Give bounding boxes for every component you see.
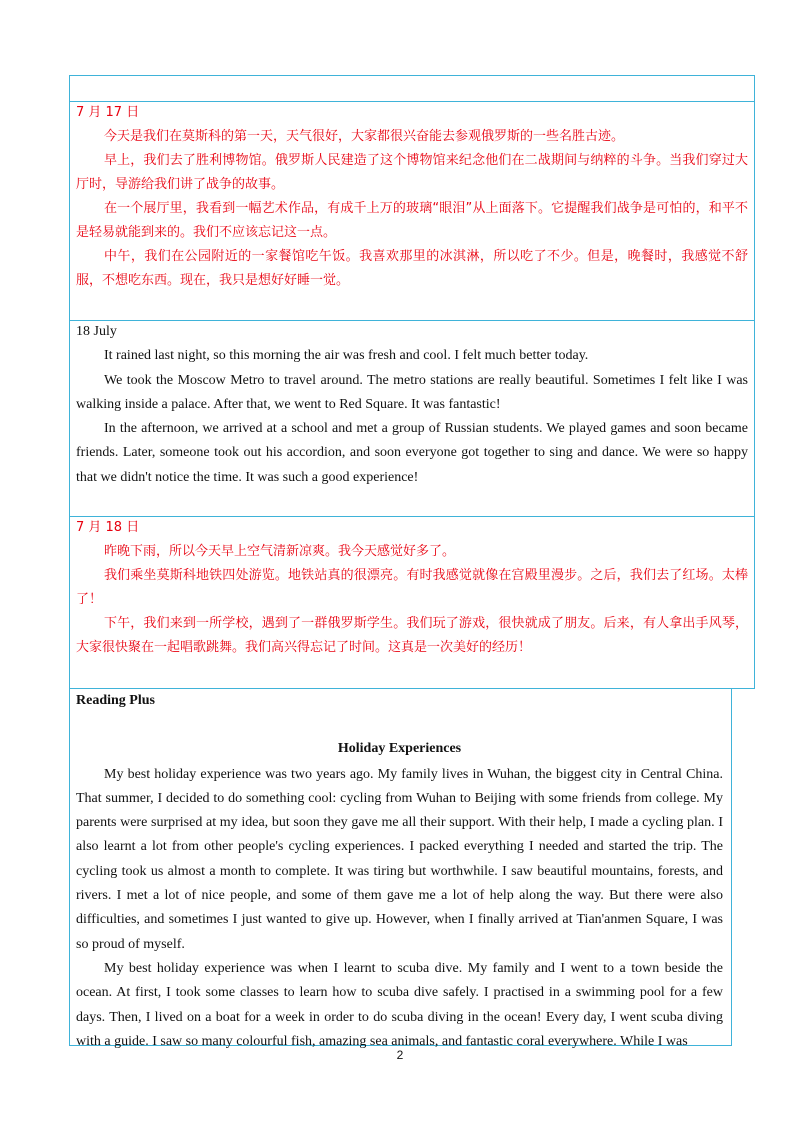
entry-paragraph: In the afternoon, we arrived at a school and met a group of Russian students. We played games and soon became friends. Later, someone took out his accordion, and soon everyone got together to sing and dance. We were so happy that we didn't notice the time. It was such a good experience!: [76, 421, 748, 485]
entry-paragraph: 我们乘坐莫斯科地铁四处游览。地铁站真的很漂亮。有时我感觉就像在宫殿里漫步。之后，我们去了红场。太棒了！: [76, 568, 748, 607]
diary-entry-cn-july-17: [69, 101, 755, 321]
table-top-row: [69, 75, 755, 102]
article-title: Holiday Experiences: [337, 741, 462, 757]
article-paragraph: My best holiday experience was when I learnt to scuba dive. My family and I went to a town beside the ocean. At first, I took some classes to learn how to scuba dive safely. I practised in a swimming pool for a few days. Then, I lived on a boat for a week in order to do scuba diving in the ocean! Every day, I went scuba diving with a guide. I saw so many colourful fish, amazing sea animals, and fantastic coral everywhere. While I was: [76, 960, 723, 1049]
entry-paragraph: 在一个展厅里，我看到一幅艺术作品，有成千上万的玻璃“眼泪”从上面落下。它提醒我们战争是可怕的，和平不是轻易就能到来的。我们不应该忘记这一点。: [76, 201, 748, 240]
entry-paragraph: We took the Moscow Metro to travel around. The metro stations are really beautiful. Sometimes I felt like I was walking inside a palace. After that, we went to Red Square. It was fantastic!: [76, 372, 748, 412]
section-label: Reading Plus: [76, 693, 155, 708]
entry-paragraph: 中午，我们在公园附近的一家餐馆吃午饭。我喜欢那里的冰淇淋，所以吃了不少。但是，晚餐时，我感觉不舒服，不想吃东西。现在，我只是想好好睡一觉。: [76, 249, 748, 288]
entry-paragraph: 早上，我们去了胜利博物馆。俄罗斯人民建造了这个博物馆来纪念他们在二战期间与纳粹的斗争。当我们穿过大厅时，导游给我们讲了战争的故事。: [76, 153, 748, 192]
entry-paragraph: 昨晚下雨，所以今天早上空气清新凉爽。我今天感觉好多了。: [104, 544, 456, 559]
diary-entry-en-18-july: [69, 320, 755, 517]
entry-date: 18 July: [76, 324, 117, 339]
page-number: 2: [396, 1048, 404, 1062]
diary-entry-cn-july-18: [69, 516, 755, 689]
article-paragraph: My best holiday experience was two years ago. My family lives in Wuhan, the biggest city in Central China. That summer, I decided to do something cool: cycling from Wuhan to Beijing with some friends from college. My parents were surprised at my idea, but soon they gave me all their support. With their help, I made a cycling plan. I also learnt a lot from other people's cycling experiences. I packed everything I needed and started the trip. The cycling took us almost a month to complete. It was tiring but worthwhile. I saw beautiful mountains, forests, and rivers. I met a lot of nice people, and some of them gave me a lot of help along the way. But there were also difficulties, and sometimes I just wanted to give up. However, when I finally arrived at Tian'anmen Square, I was so proud of myself.: [76, 766, 723, 952]
entry-paragraph: 下午，我们来到一所学校，遇到了一群俄罗斯学生。我们玩了游戏，很快就成了朋友。后来，有人拿出手风琴，大家很快聚在一起唱歌跳舞。我们高兴得忘记了时间。这真是一次美好的经历！: [76, 616, 748, 655]
entry-date: 7 月 18 日: [76, 520, 140, 535]
entry-paragraph: It rained last night, so this morning the air was fresh and cool. I felt much better today.: [104, 348, 589, 364]
entry-paragraph: 今天是我们在莫斯科的第一天，天气很好，大家都很兴奋能去参观俄罗斯的一些名胜古迹。: [104, 129, 625, 144]
entry-date: 7 月 17 日: [76, 105, 140, 120]
reading-plus-section: [69, 688, 732, 1049]
